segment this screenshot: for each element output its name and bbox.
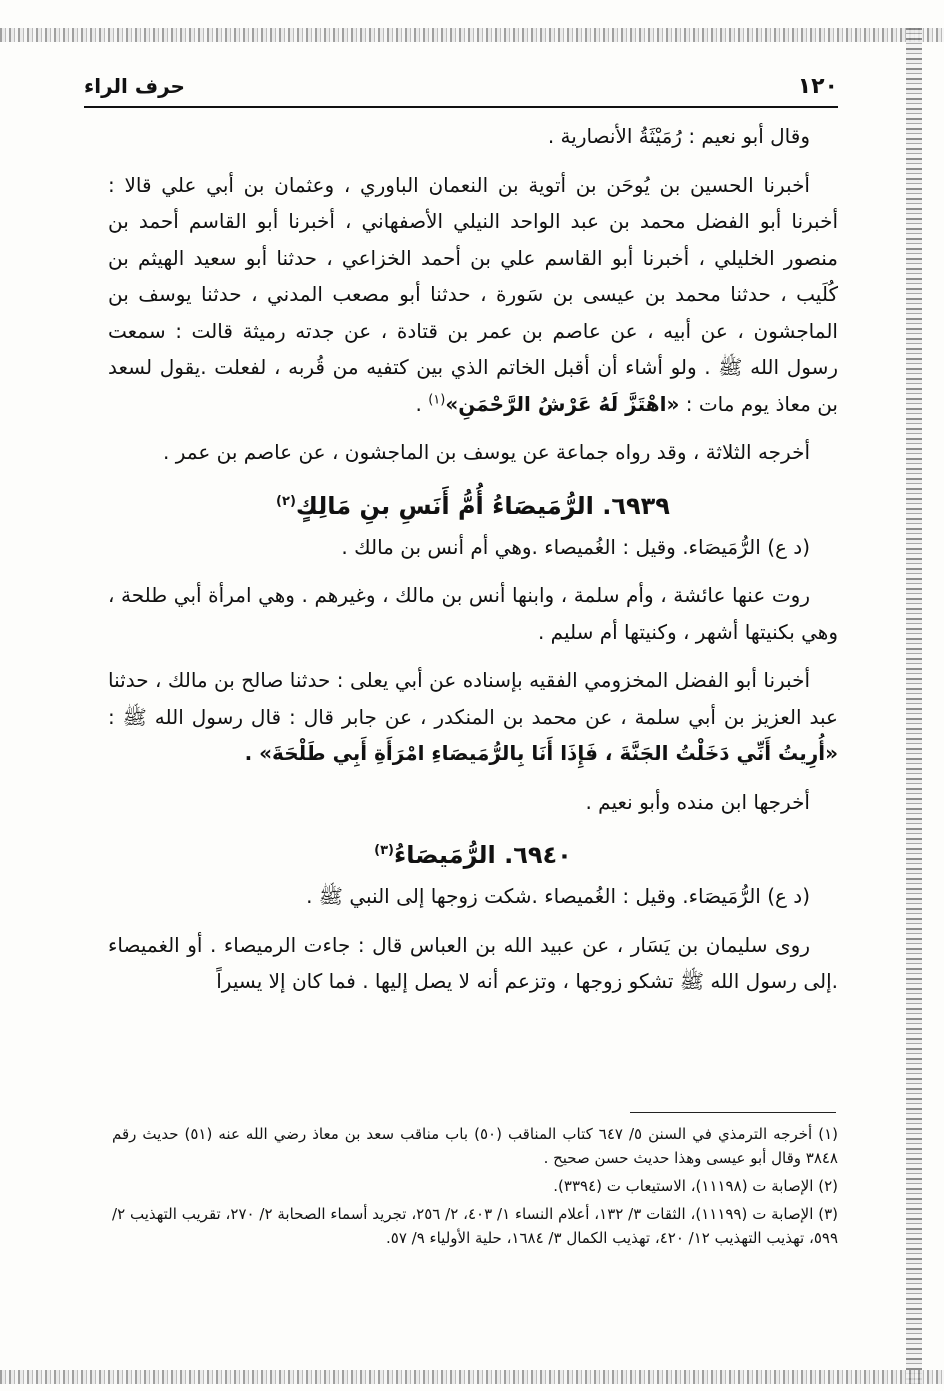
hadith-quote: «اهْتَزَّ لَهُ عَرْشُ الرَّحْمَنِ»: [445, 391, 680, 416]
paragraph-text: أخبرنا الحسين بن يُوحَن بن أتوية بن النعمان الباوري ، وعثمان بن أبي علي قالا : أخبرنا أبو الفضل محمد بن عبد الواحد النيلي الأصفهاني ، أخبرنا أبو القاسم أحمد بن منصور الخليلي ، أخبرنا أبو القاسم علي بن أحمد الخزاعي ، حدثنا أبو سعيد الهيثم بن كُلَيب ، حدثنا محمد بن عيسى بن سَورة ، حدثنا أبو مصعب المدني ، حدثنا يوسف بن الماجشون ، عن أبيه ، عن عاصم بن عمر بن قتادة ، عن جدته رميثة قالت : سمعت رسول الله ﷺ . ولو أشاء أن أقبل الخاتم الذي بين كتفيه من قُربه ، لفعلت .يقول لسعد بن معاذ يوم مات :: [108, 172, 838, 416]
footnote-ref: (٢): [276, 493, 296, 509]
paragraph: (د ع) الرُّمَيصَاء. وقيل : الغُميصاء .وهي أم أنس بن مالك .: [341, 534, 810, 559]
footnote-ref: (١): [428, 391, 446, 407]
page-header: [84, 72, 838, 108]
hadith-quote: «أُرِيتُ أَنِّي دَخَلْتُ الجَنَّةَ ، فَإِذَا أَنَا بِالرُّمَيصَاءِ امْرَأَةِ أَبِي طَلْحَةَ» .: [244, 741, 838, 765]
paragraph: [108, 662, 838, 772]
decorative-border-bottom: [0, 1370, 944, 1384]
entry-title: ٦٩٣٩. الرُّمَيصَاءُ أُمُّ أَنَسِ بنِ مَالِكٍ: [295, 491, 670, 520]
paragraph: وقال أبو نعيم : رُمَيْثَةُ الأنصارية .: [547, 124, 810, 148]
decorative-border-right: [906, 28, 922, 1384]
running-title: حرف الراء: [84, 74, 185, 98]
footnote-ref: (٣): [374, 843, 394, 858]
main-text: [108, 118, 838, 1118]
paragraph: أخرجها ابن منده وأبو نعيم .: [585, 789, 810, 814]
entry-heading: [108, 838, 838, 872]
footnote: (٢) الإصابة ت (١١١٩٨)، الاستيعاب ت (٣٣٩٤).: [553, 1177, 838, 1195]
footnotes: [112, 1122, 838, 1322]
page-number: ١٢٠: [797, 74, 838, 99]
footnote: (٣) الإصابة ت (١١١٩٩)، الثقات ٣/ ١٣٢، أعلام النساء ١/ ٤٠٣، ٢/ ٢٥٦، تجريد أسماء الصحابة ٢/ ٢٧٠، تقريب التهذيب ٢/ ٥٩٩، تهذيب التهذيب ١٢/ ٤٢٠، تهذيب الكمال ٣/ ١٦٨٤، حلية الأولياء ٩/ ٥٧.: [112, 1205, 839, 1247]
entry-heading: [108, 489, 838, 523]
footnote-divider: [630, 1112, 836, 1113]
decorative-border-top: [0, 28, 944, 42]
paragraph-text: أخبرنا أبو الفضل المخزومي الفقيه بإسناده عن أبي يعلى : حدثنا صالح بن مالك ، حدثنا عبد العزيز بن أبي سلمة ، عن محمد بن المنكدر ، عن جابر قال : قال رسول الله ﷺ :: [108, 668, 838, 729]
paragraph: أخرجه الثلاثة ، وقد رواه جماعة عن يوسف بن الماجشون ، عن عاصم بن عمر .: [163, 440, 810, 464]
paragraph: روى سليمان بن يَسَار ، عن عبيد الله بن العباس قال : جاءت الرميصاء . أو الغميصاء .إلى رسول الله ﷺ تشكو زوجها ، وتزعم أنه لا يصل إليها . فما كان إلا يسيراً: [108, 932, 838, 993]
paragraph: روت عنها عائشة ، وأم سلمة ، وابنها أنس بن مالك ، وغيرهم . وهي امرأة أبي طلحة ، وهي بكنيتها أشهر ، وكنيتها أم سليم .: [108, 583, 838, 644]
entry-title: ٦٩٤٠. الرُّمَيصَاءُ: [394, 841, 572, 869]
paragraph: (د ع) الرُّمَيصَاء. وقيل : الغُميصاء .شكت زوجها إلى النبي ﷺ .: [306, 884, 810, 908]
footnote: (١) أخرجه الترمذي في السنن ٥/ ٦٤٧ كتاب المناقب (٥٠) باب مناقب سعد بن معاذ رضي الله عنه (٥١) حديث رقم ٣٨٤٨ وقال أبو عيسى وهذا حديث حسن صحيح .: [112, 1125, 839, 1167]
paragraph: أخبرنا الحسين بن يُوحَن بن أتوية بن النعمان الباوري ، وعثمان بن أبي علي قالا : أخبرنا أبو الفضل محمد بن عبد الواحد النيلي الأصفهاني ، أخبرنا أبو القاسم أحمد بن منصور الخليلي ، أخبرنا أبو القاسم علي بن أحمد الخزاعي ، حدثنا أبو سعيد الهيثم بن كُلَيب ، حدثنا محمد بن عيسى بن سَورة ، حدثنا أبو مصعب المدني ، حدثنا يوسف بن الماجشون ، عن أبيه ، عن عاصم بن عمر بن قتادة ، عن جدته رميثة قالت : سمعت رسول الله ﷺ . ولو أشاء أن أقبل الخاتم الذي بين كتفيه من قُربه ، لفعلت .يقول لسعد بن معاذ يوم مات : «اهْتَزَّ لَهُ عَرْشُ الرَّحْمَنِ»$^{(١)}$ .: [108, 172, 838, 416]
